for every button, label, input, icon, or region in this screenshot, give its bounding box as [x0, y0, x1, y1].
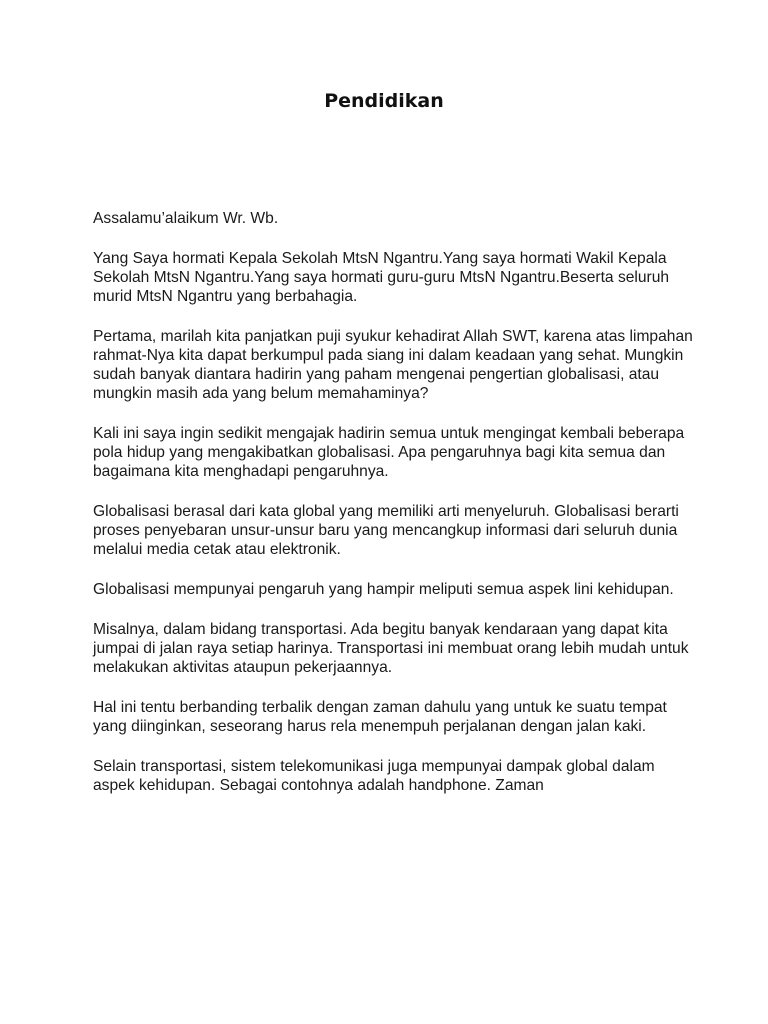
paragraph-definition: Globalisasi berasal dari kata global yang memiliki arti menyeluruh. Globalisasi berarti proses penyebaran unsur-unsur baru yang mencangkup informasi dari seluruh dunia melalui media cetak atau elektronik. [93, 503, 679, 558]
paragraph-influence: Globalisasi mempunyai pengaruh yang hampir meliputi semua aspek lini kehidupan. [93, 581, 674, 598]
paragraph-invitation: Kali ini saya ingin sedikit mengajak hadirin semua untuk mengingat kembali beberapa pola hidup yang mengakibatkan globalisasi. Apa pengaruhnya bagi kita semua dan bagaimana kita menghadapi pengaruhnya. [93, 425, 685, 480]
document-body [93, 209, 693, 795]
paragraph-telecommunication: Selain transportasi, sistem telekomunikasi juga mempunyai dampak global dalam aspek kehidupan. Sebagai contohnya adalah handphone. Zaman [93, 758, 655, 794]
paragraph-transportation: Misalnya, dalam bidang transportasi. Ada begitu banyak kendaraan yang dapat kita jumpai di jalan raya setiap harinya. Transportasi ini membuat orang lebih mudah untuk melakukan aktivitas ataupun pekerjaannya. [93, 621, 689, 676]
paragraph-opening: Pertama, marilah kita panjatkan puji syukur kehadirat Allah SWT, karena atas limpahan rahmat-Nya kita dapat berkumpul pada siang ini dalam keadaan yang sehat. Mungkin sudah banyak diantara hadirin yang paham mengenai pengertian globalisasi, atau mungkin masih ada yang belum memahaminya? [93, 328, 693, 402]
paragraph-comparison: Hal ini tentu berbanding terbalik dengan zaman dahulu yang untuk ke suatu tempat yang diinginkan, seseorang harus rela menempuh perjalanan dengan jalan kaki. [93, 699, 667, 735]
document-title: Pendidikan [324, 90, 444, 112]
paragraph-greeting: Assalamu’alaikum Wr. Wb. [93, 210, 279, 227]
paragraph-salutation: Yang Saya hormati Kepala Sekolah MtsN Ngantru.Yang saya hormati Wakil Kepala Sekolah MtsN Ngantru.Yang saya hormati guru-guru MtsN Ngantru.Beserta seluruh murid MtsN Ngantru yang berbahagia. [93, 250, 670, 305]
